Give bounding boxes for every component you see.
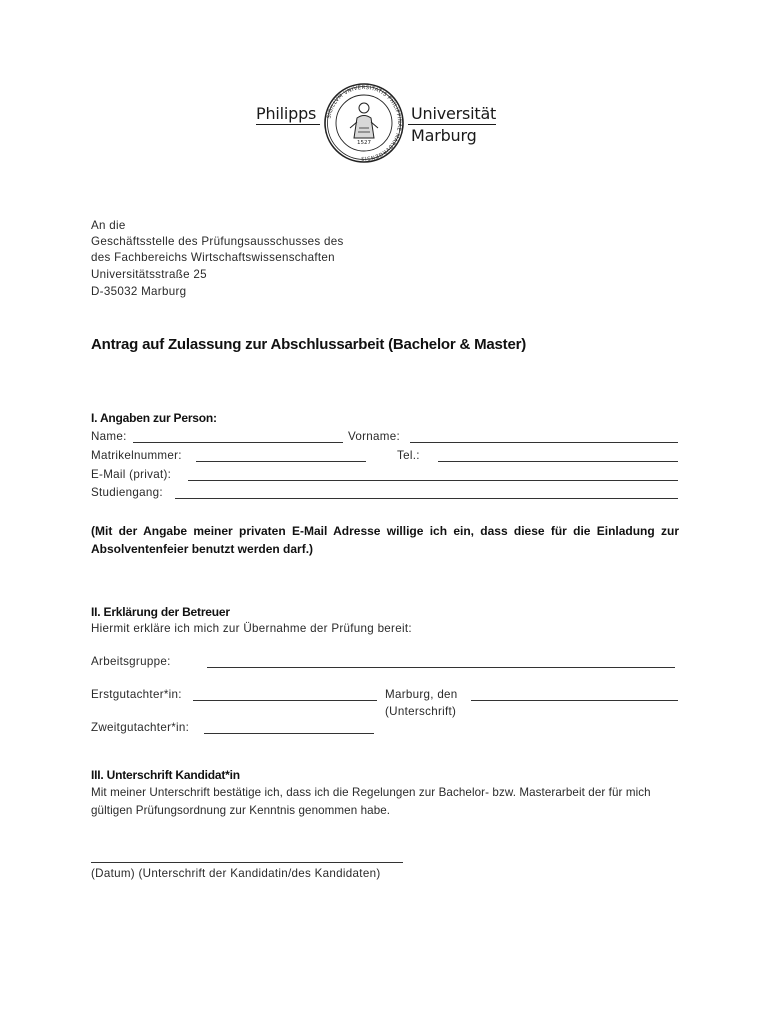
email-field[interactable] [188,480,678,481]
logo-text-universitaet: Universität [411,104,497,123]
logo-text-marburg: Marburg [411,126,477,145]
address-line: Geschäftsstelle des Prüfungsausschusses des [91,235,344,248]
candidate-signature-field[interactable] [91,862,403,863]
studiengang-field[interactable] [175,498,678,499]
supervisor-statement: Hiermit erkläre ich mich zur Übernahme der Prüfung bereit: [91,622,412,635]
matrikel-label: Matrikelnummer: [91,449,182,462]
erstgutachter-label: Erstgutachter*in: [91,688,182,701]
date-field[interactable] [471,700,678,701]
zweitgutachter-field[interactable] [204,733,374,734]
name-label: Name: [91,430,127,443]
candidate-signature-caption: (Datum) (Unterschrift der Kandidatin/des Kandidaten) [91,867,381,880]
logo-text-philipps: Philipps [256,104,317,123]
email-consent-notice: (Mit der Angabe meiner privaten E-Mail Adresse willige ich ein, dass diese für die Einladung zur Absolventenfeier benutzt werden darf.) [91,524,679,556]
email-label: E-Mail (privat): [91,468,172,481]
vorname-label: Vorname: [348,430,401,443]
university-seal-icon [320,82,408,164]
section-heading-supervisors: II. Erklärung der Betreuer [91,605,230,619]
arbeitsgruppe-label: Arbeitsgruppe: [91,655,171,668]
address-line: des Fachbereichs Wirtschaftswissenschaften [91,251,335,264]
logo-rule-left [256,124,320,125]
signature-caption: (Unterschrift) [385,705,457,718]
svg-text:SIGILLVM VNIVERSITATIS PHILIPP: SIGILLVM VNIVERSITATIS PHILIPPINAE MARBVRGENSIS [326,84,403,162]
vorname-field[interactable] [410,442,678,443]
place-date-label: Marburg, den [385,688,458,701]
address-line: An die [91,219,126,232]
document-title: Antrag auf Zulassung zur Abschlussarbeit (Bachelor & Master) [91,336,527,353]
name-field[interactable] [133,442,343,443]
zweitgutachter-label: Zweitgutachter*in: [91,721,190,734]
arbeitsgruppe-field[interactable] [207,667,675,668]
matrikel-field[interactable] [196,461,366,462]
address-line: D-35032 Marburg [91,285,187,298]
tel-field[interactable] [438,461,678,462]
studiengang-label: Studiengang: [91,486,163,499]
section-heading-candidate: III. Unterschrift Kandidat*in [91,768,240,782]
erstgutachter-field[interactable] [193,700,377,701]
seal-year: 1527 [357,140,371,146]
tel-label: Tel.: [397,449,420,462]
address-line: Universitätsstraße 25 [91,268,207,281]
candidate-statement: Mit meiner Unterschrift bestätige ich, dass ich die Regelungen zur Bachelor- bzw. Masterarbeit der für mich gültigen Prüfungsordnung zur Kenntnis genommen habe. [91,786,651,817]
section-heading-person: I. Angaben zur Person: [91,411,217,425]
logo-rule-right [408,124,496,125]
